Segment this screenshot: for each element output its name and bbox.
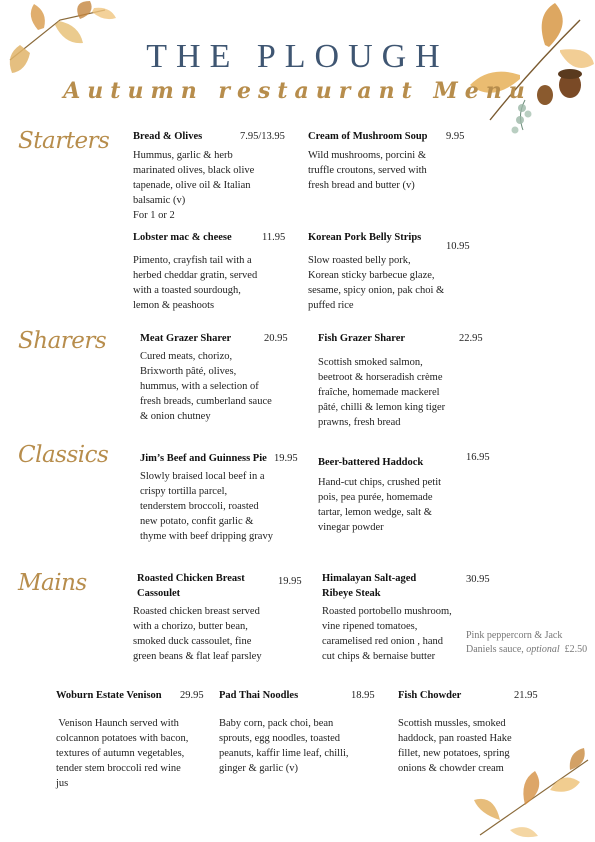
dish-price: 16.95 [466, 452, 490, 463]
dish-price: 21.95 [514, 690, 538, 701]
dish-description: Hand-cut chips, crushed petit pois, pea purée, homemade tartar, lemon wedge, salt & vinegar powder [318, 477, 442, 533]
section-mains: Mains [18, 570, 87, 596]
dish-description: Wild mushrooms, porcini & truffle croutons, served with fresh bread and butter (v) [308, 150, 427, 191]
section-classics: Classics [18, 442, 109, 468]
section-sharers: Sharers [18, 328, 107, 354]
dish-description: Roasted chicken breast served with a chorizo, butter bean, smoked duck cassoulet, fine green beans & flat leaf parsley [133, 606, 262, 662]
dish-price: 18.95 [351, 690, 375, 701]
dish-price: 11.95 [262, 232, 286, 243]
dish-description: Pimento, crayfish tail with a herbed cheddar gratin, served with a toasted sourdough, lemon & peashoots [133, 255, 258, 311]
dish-name: Himalayan Salt-aged Ribeye Steak [322, 573, 417, 599]
dish-description: Hummus, garlic & herb marinated olives, black olive tapenade, olive oil & Italian balsamic (v) For 1 or 2 [133, 150, 255, 221]
dish-price: 29.95 [180, 690, 204, 701]
dish-price: 19.95 [278, 576, 302, 587]
dish-price: 30.95 [466, 574, 490, 585]
dish-description: Scottish mussles, smoked haddock, pan roasted Hake fillet, new potatoes, spring onions & chowder cream [398, 718, 512, 774]
dish-name: Jim’s Beef and Guinness Pie [140, 453, 267, 464]
dish-price: 10.95 [446, 241, 470, 252]
menu-subtitle: Autumn restaurant Menu [63, 78, 532, 104]
dish-price: 9.95 [446, 131, 465, 142]
dish-description: Scottish smoked salmon, beetroot & horseradish crème fraîche, homemade mackerel pâté, chilli & lemon king tiger prawns, fresh bread [318, 357, 446, 428]
section-starters: Starters [18, 128, 110, 154]
dish-price: 20.95 [264, 333, 288, 344]
dish-name: Beer-battered Haddock [318, 457, 424, 468]
dish-description: Venison Haunch served with colcannon potatoes with bacon, textures of autumn vegetables, tender stem broccoli red wine jus [56, 718, 189, 789]
dish-name: Bread & Olives [133, 131, 203, 142]
dish-description: Roasted portobello mushroom, vine ripened tomatoes, caramelised red onion , hand cut chips & bernaise butter [322, 606, 452, 662]
dish-description: Cured meats, chorizo, Brixworth pâté, olives, hummus, with a selection of fresh breads, cumberland sauce & onion chutney [140, 351, 272, 422]
dish-description: Slow roasted belly pork, Korean sticky barbecue glaze, sesame, spicy onion, pak choi & puffed rice [308, 255, 445, 311]
dish-name: Fish Grazer Sharer [318, 333, 406, 344]
dish-description: Slowly braised local beef in a crispy tortilla parcel, tenderstem broccoli, roasted new potato, confit garlic & thyme with beef dripping gravy [140, 471, 273, 542]
dish-description: Baby corn, pack choi, bean sprouts, egg noodles, toasted peanuts, kaffir lime leaf, chilli, ginger & garlic (v) [219, 718, 349, 774]
dish-price: 22.95 [459, 333, 483, 344]
dish-price: 19.95 [274, 453, 298, 464]
dish-name: Roasted Chicken Breast Cassoulet [137, 573, 245, 599]
optional-sauce-note: Pink peppercorn & Jack Daniels sauce, optional £2.50 [466, 630, 588, 655]
dish-name: Lobster mac & cheese [133, 232, 232, 243]
dish-name: Meat Grazer Sharer [140, 333, 232, 344]
dish-name: Korean Pork Belly Strips [308, 232, 422, 243]
dish-name: Pad Thai Noodles [219, 690, 299, 701]
dish-price: 7.95/13.95 [240, 131, 285, 142]
dish-name: Woburn Estate Venison [56, 690, 162, 701]
dish-name: Cream of Mushroom Soup [308, 131, 428, 142]
dish-name: Fish Chowder [398, 690, 462, 701]
optional-sauce-price: £2.50 [564, 644, 588, 655]
restaurant-title: THE PLOUGH [146, 38, 449, 75]
